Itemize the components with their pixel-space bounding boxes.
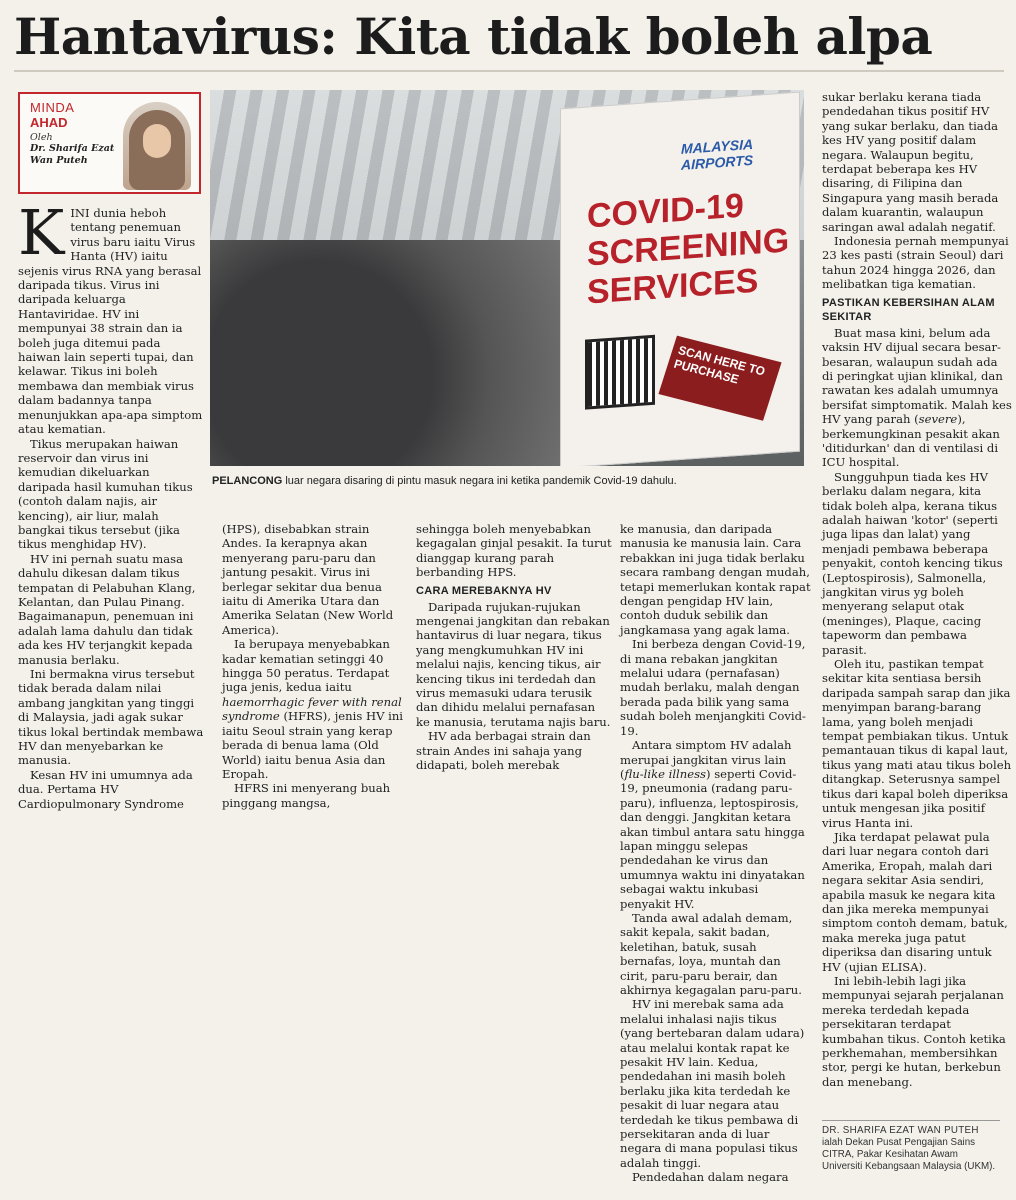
paragraph: Indonesia pernah mempunyai 23 kes pasti (strain Seoul) dari tahun 2024 hingga 2026, dan melibatkan tiga kematian. bbox=[822, 234, 1009, 292]
paragraph: Ini berbeza dengan Covid-19, di mana rebakan jangkitan melalui udara (pernafasan) mudah berlaku, malah dengan berada pada bilik yang sama sudah boleh menjangkiti Covid-19. bbox=[620, 637, 806, 738]
sign-title: COVID-19 SCREENING SERVICES bbox=[587, 186, 790, 312]
byline-text bbox=[30, 100, 126, 167]
column-name-ahad: AHAD bbox=[30, 115, 68, 130]
paragraph: HV ini pernah suatu masa dahulu dikesan dalam tikus tempatan di Pelabuhan Klang, Kelantan, dan Pulau Pinang. Bagaimanapun, penemuan ini adalah lama dahulu dan tidak ada kes HV terjangkit kepada manusia berlaku. bbox=[18, 551, 196, 667]
subheading: PASTIKAN KEBERSIHAN ALAM SEKITAR bbox=[822, 296, 995, 323]
article-column-4 bbox=[620, 522, 812, 1185]
text: Buat masa kini, belum ada vaksin HV dijual secara besar-besaran, walaupun sudah ada di peringkat ujian klinikal, dan rawatan kes adalah umumnya bersifat simptomatik. Malah kes HV yang parah ( bbox=[822, 325, 1012, 427]
bio-text: ialah Dekan Pusat Pengajian Sains CITRA, Pakar Kesihatan Awam Universiti Kebangsaan Malaysia (UKM). bbox=[822, 1137, 996, 1172]
caption-lead: PELANCONG bbox=[212, 475, 283, 487]
sign-scan-label: SCAN HERE TO PURCHASE bbox=[658, 336, 781, 421]
paragraph: Jika terdapat pelawat pula dari luar negara contoh dari Amerika, Eropah, malah dari negara sekitar Asia sendiri, apabila masuk ke negara kita dan jika mereka mempunyai simptom contoh demam, batuk, maka mereka juga patut diperiksa dan disaring untuk HV (ujian ELISA). bbox=[822, 829, 1008, 974]
paragraph bbox=[620, 738, 812, 911]
article-column-2 bbox=[222, 522, 408, 810]
qr-code-icon bbox=[585, 335, 655, 410]
photo-crowd bbox=[210, 240, 570, 466]
paragraph: (HPS), disebabkan strain Andes. Ia kerapnya akan menyerang paru-paru dan jantung pesakit. Virus ini berlegar sekitar dua benua iaitu di Amerika Utara dan Amerika Selatan (New World America). bbox=[222, 522, 394, 637]
paragraph: Ini lebih-lebih lagi jika mempunyai sejarah perjalanan mereka terdedah kepada persekitaran terdapat kumbahan tikus. Contoh ketika perkhemahan, membersihkan stor, pergi ke hutan, berkebun dan menebang. bbox=[822, 973, 1006, 1089]
headline-rule bbox=[14, 70, 1004, 72]
paragraph: Sungguhpun tiada kes HV berlaku dalam negara, kita tidak boleh alpa, kerana tikus adalah haiwan 'kotor' (seperti juga lipas dan lalat) yang menjadi pembawa beberapa penyakit, contoh kencing tikus (Leptospirosis), Salmonella, jangkitan virus yg boleh menyerang selaput otak (meninges), Plaque, cacing tapeworm dan pembawa parasit. bbox=[822, 469, 1003, 657]
paragraph: sukar berlaku kerana tiada pendedahan tikus positif HV yang sukar berlaku, dan tiada kes HV yang positif dalam negara. Walaupun begitu, terdapat beberapa kes HV disaring, di Filipina dan Singapura yang masih berada dalam kuarantin, walaupun saringan awal adalah negatif. bbox=[822, 90, 999, 234]
paragraph: Tanda awal adalah demam, sakit kepala, sakit badan, keletihan, batuk, susah bernafas, loya, muntah dan cirit, paru-paru berair, dan akhirnya kegagalan paru-paru. bbox=[620, 910, 802, 997]
drop-cap: K bbox=[18, 196, 65, 269]
author-avatar bbox=[123, 102, 191, 190]
news-photo bbox=[210, 90, 804, 466]
sign-brand: MALAYSIA AIRPORTS bbox=[681, 135, 754, 173]
paragraph: Kesan HV ini umumnya ada dua. Pertama HV Cardiopulmonary Syndrome bbox=[18, 767, 193, 811]
paragraph-lead bbox=[18, 196, 204, 437]
paragraph: HV ada berbagai strain dan strain Andes ini sahaja yang didapati, boleh merebak bbox=[416, 729, 591, 773]
paragraph: Tikus merupakan haiwan reservoir dan virus ini kemudian dikeluarkan daripada hasil kumuhan tikus (contoh dalam najis, air kencing), air liur, malah bangkai tikus tersebut (jika tikus menghidap HV). bbox=[18, 436, 193, 552]
paragraph: ke manusia, dan daripada manusia ke manusia lain. Cara rebakkan ini juga tidak berlaku secara rambang dengan mudah, tetapi memerlukan kontak rapat dengan pengidap HV lain, contoh duduk sebilik dan jangkamasa yang agak lama. bbox=[620, 522, 811, 637]
byline-box bbox=[18, 92, 201, 194]
paragraph: Oleh itu, pastikan tempat sekitar kita sentiasa bersih daripada sampah sarap dan jika menyimpan barang-barang lama, yang boleh menjadi tempat pembiakan tikus. Untuk pemantauan tikus di kapal laut, tikus yang mati atau tikus boleh ditangkap. Seterusnya sampel tikus dari kapal boleh diperiksa untuk mengesan jika positif virus Hanta ini. bbox=[822, 657, 1012, 830]
author-name-1: Dr. Sharifa Ezat bbox=[30, 143, 115, 154]
text: Ia berupaya menyebabkan kadar kematian setinggi 40 hingga 50 peratus. Terdapat juga jenis, kedua iaitu bbox=[222, 637, 390, 695]
paragraph: Daripada rujukan-rujukan mengenai jangkitan dan rebakan hantavirus di luar negara, tikus yang mengkumuhkan HV ini melalui najis, kencing tikus, air kencing tikus ini terdedah dan virus memasuki udara terusik dan dihidu melalui pernafasan ke manusia, terutama najis baru. bbox=[416, 599, 611, 729]
italic-term: haemorrhagic fever with renal syndrome bbox=[222, 694, 402, 724]
screening-signboard bbox=[560, 92, 800, 466]
headline: Hantavirus: Kita tidak boleh alpa bbox=[14, 7, 933, 66]
italic-term: severe bbox=[918, 412, 958, 427]
bio-name: DR. SHARIFA EZAT WAN PUTEH bbox=[822, 1125, 979, 1136]
paragraph bbox=[822, 326, 1012, 470]
paragraph: HFRS ini menyerang buah pinggang mangsa, bbox=[222, 781, 391, 810]
paragraph: Ini bermakna virus tersebut tidak berada dalam nilai ambang jangkitan yang tinggi di Malaysia, jadi agak sukar tikus lokal bertindak membawa HV dan menyebarkan ke manusia. bbox=[18, 667, 204, 768]
paragraph: Pendedahan dalam negara bbox=[632, 1170, 789, 1185]
text: ) seperti Covid-19, pneumonia (radang paru-paru), influenza, leptospirosis, dan denggi. Jangkitan ketara akan timbul antara satu hingga lapan minggu selepas pendedahan ke virus dan umumnya waktu ini dinyatakan sebagai waktu inkubasi penyakit HV. bbox=[620, 766, 805, 911]
author-bio bbox=[822, 1120, 1000, 1173]
article-column-5 bbox=[822, 90, 1012, 1089]
paragraph bbox=[222, 637, 408, 781]
paragraph: sehingga boleh menyebabkan kegagalan ginjal pesakit. Ia turut dianggap kurang parah berbanding HPS. bbox=[416, 522, 612, 580]
column-name-minda: MINDA bbox=[30, 100, 75, 115]
text: (HFRS), jenis HV ini iaitu Seoul strain yang kerap berada di benua lama (Old World) iaitu benua Asia dan Eropah. bbox=[222, 709, 404, 781]
photo-caption bbox=[212, 474, 806, 488]
author-name-2: Wan Puteh bbox=[30, 155, 88, 166]
subheading: CARA MEREBAKNYA HV bbox=[416, 584, 552, 597]
paragraph: HV ini merebak sama ada melalui inhalasi najis tikus (yang bertebaran dalam udara) atau melalui kontak rapat ke pesakit HV lain. Kedua, pendedahan ini masih boleh berlaku jika kita terdedah ke pesakit di luar negara atau terdedah ke tikus pembawa di persekitaran anda di luar negara di mana populasi tikus adalah tinggi. bbox=[620, 997, 805, 1170]
lead-text: INI dunia heboh tentang penemuan virus baru iaitu Virus Hanta (HV) iaitu sejenis virus RNA yang berasal daripada tikus. Virus ini daripada keluarga Hantaviridae. HV ini mempunyai 38 strain dan ia boleh juga ditemui pada haiwan lain seperti tupai, dan kelawar. Tikus ini boleh membawa dan membiak virus dalam badannya tanpa menunjukkan apa-apa simptom atau kematian. bbox=[18, 206, 203, 437]
article-column-1 bbox=[18, 196, 204, 811]
article-column-3 bbox=[416, 522, 612, 773]
avatar-face bbox=[143, 124, 171, 158]
text: ), berkemungkinan pesakit akan 'ditidurkan' dan di ventilasi di ICU hospital. bbox=[822, 412, 1000, 470]
caption-text: luar negara disaring di pintu masuk negara ini ketika pandemik Covid-19 dahulu. bbox=[282, 475, 677, 487]
italic-term: flu-like illness bbox=[624, 766, 706, 781]
byline-oleh: Oleh bbox=[30, 132, 53, 143]
text: Antara simptom HV adalah merupai jangkitan virus lain ( bbox=[620, 738, 792, 781]
